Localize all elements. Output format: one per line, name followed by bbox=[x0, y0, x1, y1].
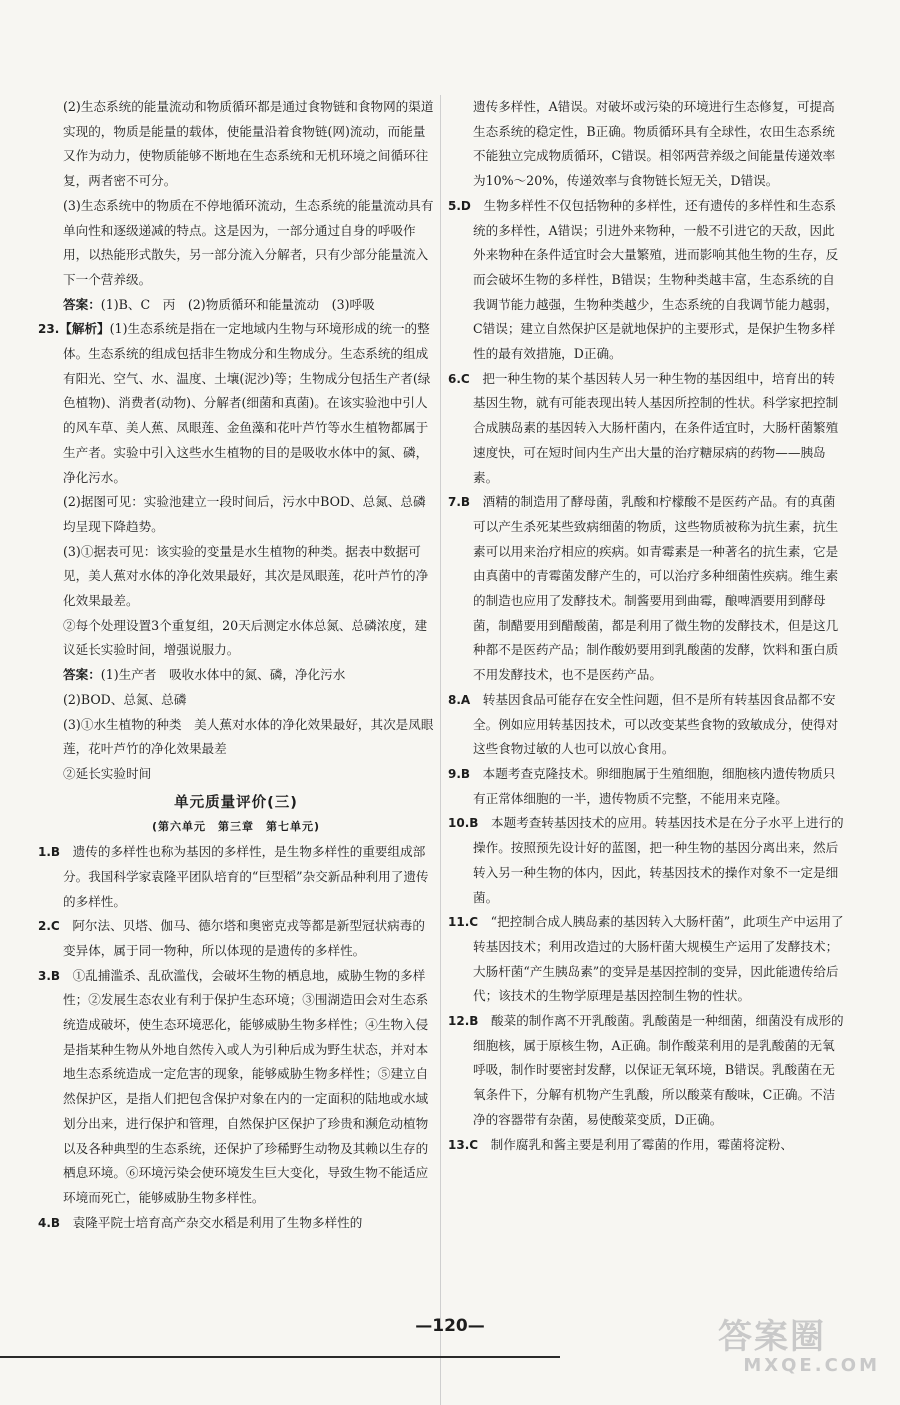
paragraph: (3)生态系统中的物质在不停地循环流动，生态系统的能量流动具有单向性和逐级递减的特点。这是因为，一部分通过自身的呼吸作用，以热能形式散失，另一部分流入分解者，只有少部分能量流入下一个营养级。 bbox=[63, 197, 434, 287]
question-11 bbox=[448, 910, 846, 1009]
paragraph: (2)生态系统的能量流动和物质循环都是通过食物链和食物网的渠道实现的，物质是能量的载体，使能量沿着食物链(网)流动，而能量又作为动力，使物质能够不断地在生态系统和无机环境之间循环往复，两者密不可分。 bbox=[63, 99, 434, 189]
right-column bbox=[448, 95, 846, 1157]
paragraph: 遗传多样性，A错误。对破坏或污染的环境进行生态修复，可提高生态系统的稳定性，B正确。物质循环具有全球性，农田生态系统不能独立完成物质循环，C错误。相邻两营养级之间能量传递效率为10%～20%，传递效率与食物链长短无关，D错误。 bbox=[473, 99, 836, 189]
question-number: 5.D bbox=[448, 198, 471, 213]
answer-text: ②延长实验时间 bbox=[63, 765, 152, 781]
question-13 bbox=[448, 1133, 846, 1158]
question-number: 9.B bbox=[448, 766, 471, 781]
paragraph: ②每个处理设置3个重复组，20天后测定水体总氮、总磷浓度，建议延长实验时间，增强说服力。 bbox=[63, 617, 428, 658]
question-text: “把控制合成人胰岛素的基因转入大肠杆菌”，此项生产中运用了转基因技术；利用改造过的大肠杆菌大规模生产运用了发酵技术；大肠杆菌“产生胰岛素”的变异是基因控制的变异，因此能遗传给后代；该技术的生物学原理是基因控制生物的性状。 bbox=[473, 914, 844, 1004]
watermark-logo bbox=[718, 1318, 888, 1382]
question-4 bbox=[38, 1211, 434, 1236]
question-text: 把一种生物的某个基因转人另一种生物的基因组中，培育出的转基因生物，就有可能表现出转人基因所控制的性状。科学家把控制合成胰岛素的基因转入大肠杆菌内，在条件适宜时，大肠杆菌繁殖速度快，可在短时间内生产出大量的治疗糖尿病的药物——胰岛素。 bbox=[473, 370, 839, 485]
answer-tag: 答案： bbox=[63, 667, 101, 683]
question-number: 3.B bbox=[38, 968, 61, 983]
question-23 bbox=[38, 317, 434, 490]
left-column bbox=[38, 95, 434, 1235]
question-number: 23. bbox=[38, 322, 60, 337]
question-text: 阿尔法、贝塔、伽马、德尔塔和奥密克戎等都是新型冠状病毒的变异体，属于同一物种，所以体现的是遗传的多样性。 bbox=[63, 918, 425, 958]
answer-tag: 答案： bbox=[63, 296, 101, 312]
question-7 bbox=[448, 490, 846, 688]
question-number: 7.B bbox=[448, 495, 471, 510]
section-title: 单元质量评价(三) bbox=[174, 794, 298, 811]
question-text: 转基因食品可能存在安全性问题，但不是所有转基因食品都不安全。例如应用转基因技术，可以改变某些食物的致敏成分，使得对这些食物过敏的人也可以放心食用。 bbox=[473, 691, 839, 757]
question-number: 10.B bbox=[448, 816, 479, 831]
watermark-text: 答案圈 bbox=[718, 1317, 826, 1357]
question-number: 13.C bbox=[448, 1137, 479, 1152]
answer-text: (2)BOD、总氮、总磷 bbox=[63, 691, 187, 707]
watermark-url: MXQE.COM bbox=[743, 1355, 880, 1376]
question-10 bbox=[448, 811, 846, 910]
question-5 bbox=[448, 194, 846, 367]
question-3 bbox=[38, 964, 434, 1211]
question-6 bbox=[448, 367, 846, 491]
answer-text: (3)①水生植物的种类 美人蕉对水体的净化效果最好，其次是凤眼莲，花叶芦竹的净化效果最差 bbox=[63, 716, 434, 757]
answer-line bbox=[38, 293, 434, 318]
paragraph: (3)①据表可见：该实验的变量是水生植物的种类。据表中数据可见，美人蕉对水体的净化效果最好，其次是凤眼莲，花叶芦竹的净化效果最差。 bbox=[63, 543, 429, 609]
question-number: 12.B bbox=[448, 1014, 479, 1029]
column-divider bbox=[440, 95, 441, 1405]
answer-text: (1)生产者 吸收水体中的氮、磷，净化污水 bbox=[100, 667, 346, 683]
question-number: 11.C bbox=[448, 915, 479, 930]
question-text: 袁隆平院士培育高产杂交水稻是利用了生物多样性的 bbox=[72, 1214, 363, 1230]
question-number: 2.C bbox=[38, 919, 60, 934]
paragraph: (2)据图可见：实验池建立一段时间后，污水中BOD、总氮、总磷均呈现下降趋势。 bbox=[63, 494, 426, 534]
question-text: 遗传的多样性也称为基因的多样性，是生物多样性的重要组成部分。我国科学家袁隆平团队培育的“巨型稻”杂交新品种利用了遗传的多样性。 bbox=[63, 844, 429, 909]
answer-line bbox=[38, 663, 434, 688]
question-8 bbox=[448, 688, 846, 762]
question-12 bbox=[448, 1009, 846, 1133]
question-number: 4.B bbox=[38, 1215, 61, 1230]
question-text: 制作腐乳和酱主要是利用了霉菌的作用，霉菌将淀粉、 bbox=[490, 1136, 793, 1152]
page-number: —120— bbox=[415, 1316, 485, 1336]
question-1 bbox=[38, 840, 434, 914]
question-text: 生物多样性不仅包括物种的多样性，还有遗传的多样性和生态系统的多样性，A错误；引进外来物种，一般不引进它的天敌，因此外来物种在条件适宜时会大量繁殖，进而影响其他生物的生存，反而会破坏生物的多样性，B错误；生物种类越丰富，生态系统的自我调节能力越强，生物种类越少，生态系统的自我调节能力越弱，C错误；建立自然保护区是就地保护的主要形式，是保护生物多样性的最有效措施，D正确。 bbox=[473, 197, 839, 362]
question-number: 8.A bbox=[448, 692, 471, 707]
footer-rule bbox=[0, 1356, 560, 1358]
question-text: 酒精的制造用了酵母菌，乳酸和柠檬酸不是医药产品。有的真菌可以产生杀死某些致病细菌的物质，这些物质被称为抗生素，抗生素可以用来治疗相应的疾病。如青霉素是一种著名的抗生素，它是由真菌中的青霉菌发酵产生的，可以治疗多种细菌性疾病。维生素的制造也应用了发酵技术。制酱要用到曲霉，酿啤酒要用到酵母菌，制醋要用到醋酸菌，都是利用了微生物的发酵技术，但是这几种都不是医药产品；制作酸奶要用到乳酸菌的发酵，饮料和蛋白质不用发酵技术，也不是医药产品。 bbox=[473, 494, 839, 683]
question-text: (1)生态系统是指在一定地域内生物与环境形成的统一的整体。生态系统的组成包括非生物成分和生物成分。生态系统的组成有阳光、空气、水、温度、土壤(泥沙)等；生物成分包括生产者(绿色植物)、消费者(动物)、分解者(细菌和真菌)。在该实验池中引人的风车草、美人蕉、凤眼莲、金鱼藻和花叶芦竹等水生植物都属于生产者。实验中引入这些水生植物的目的是吸收水体中的氮、磷，净化污水。 bbox=[63, 321, 431, 485]
answer-text: (1)B、C 丙 (2)物质循环和能量流动 (3)呼吸 bbox=[100, 296, 375, 312]
question-text: 本题考查克隆技术。卵细胞属于生殖细胞，细胞核内遗传物质只有正常体细胞的一半，遗传物质不完整，不能用来克隆。 bbox=[473, 765, 836, 806]
question-9 bbox=[448, 762, 846, 811]
section-subtitle: (第六单元 第三章 第七单元) bbox=[151, 820, 321, 834]
question-number: 6.C bbox=[448, 371, 470, 386]
question-number: 1.B bbox=[38, 845, 61, 860]
question-text: 酸菜的制作离不开乳酸菌。乳酸菌是一种细菌，细菌没有成形的细胞核，属于原核生物，A正确。制作酸菜利用的是乳酸菌的无氧呼吸，制作时要密封发酵，以保证无氧环境，B错误。乳酸菌在无氧条件下，分解有机物产生乳酸，所以酸菜有酸味，C正确。不洁净的容器带有杂菌，易使酸菜变质，D正确。 bbox=[473, 1013, 844, 1127]
question-text: ①乱捕滥杀、乱砍滥伐，会破坏生物的栖息地，威胁生物的多样性；②发展生态农业有利于保护生态环境；③围湖造田会对生态系统造成破坏，使生态环境恶化，能够威胁生物多样性；④生物入侵是指某种生物从外地自然传入或人为引种后成为野生状态，并对本地生态系统造成一定危害的现象，能够威胁生物多样性；⑤建立自然保护区，是指人们把包含保护对象在内的一定面积的陆地或水域划分出来，进行保护和管理，自然保护区保护了珍贵和濒危动植物以及各种典型的生态系统，还保护了珍稀野生动物及其赖以生存的栖息环境。⑥环境污染会使环境发生巨大变化，导致生物不能适应环境而死亡，能够威胁生物多样性。 bbox=[63, 967, 429, 1205]
analysis-tag: 【解析】 bbox=[59, 321, 110, 337]
question-text: 本题考查转基因技术的应用。转基因技术是在分子水平上进行的操作。按照预先设计好的蓝图，把一种生物的基因分离出来，然后转入另一种生物的体内，因此，转基因技术的操作对象不一定是细菌。 bbox=[473, 815, 844, 905]
question-2 bbox=[38, 914, 434, 963]
